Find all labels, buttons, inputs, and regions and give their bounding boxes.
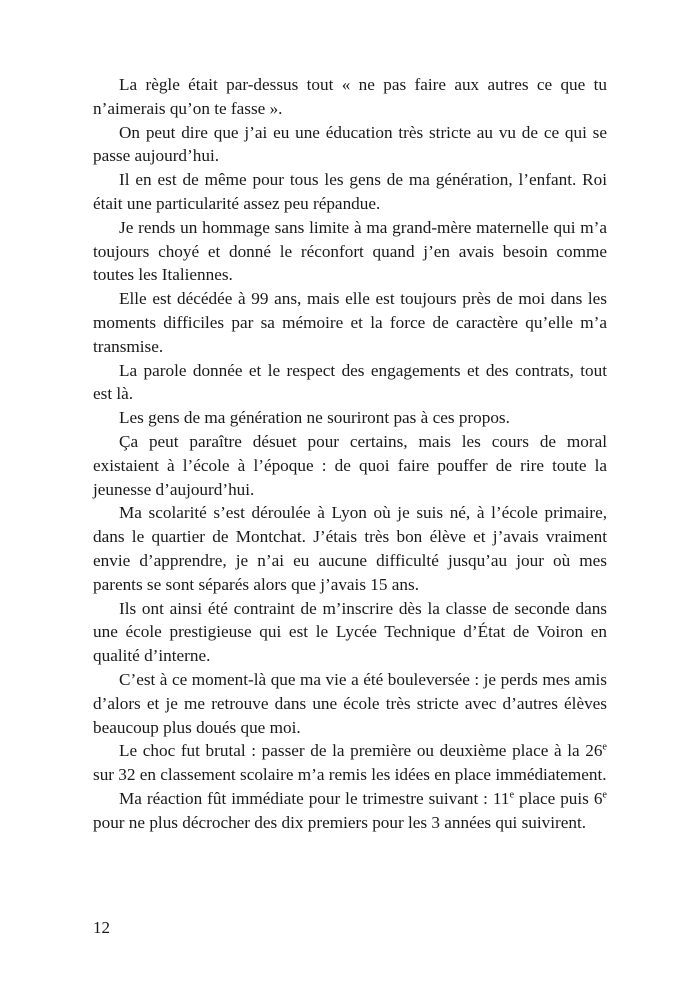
- body-text: [93, 73, 607, 835]
- paragraph: La règle était par-dessus tout « ne pas faire aux autres ce que tu n’aimerais qu’on te fasse ».: [93, 75, 607, 118]
- paragraph: Ils ont ainsi été contraint de m’inscrire dès la classe de seconde dans une école prestigieuse qui est le Lycée Technique d’État de Voiron en qualité d’interne.: [93, 598, 607, 666]
- superscript: e: [602, 741, 607, 753]
- page-number: 12: [93, 918, 110, 937]
- paragraph: C’est à ce moment-là que ma vie a été bouleversée : je perds mes amis d’alors et je me retrouve dans une école très stricte avec d’autres élèves beaucoup plus doués que moi.: [93, 669, 607, 737]
- paragraph: [93, 787, 607, 835]
- text-run: pour ne plus décrocher des dix premiers pour les 3 années qui suivirent.: [93, 812, 587, 832]
- paragraph: Je rends un hommage sans limite à ma grand-mère maternelle qui m’a toujours choyé et donné le réconfort quand j’en avais besoin comme toutes les Italiennes.: [93, 217, 607, 285]
- paragraph: Ça peut paraître désuet pour certains, mais les cours de moral existaient à l’école à l’époque : de quoi faire pouffer de rire toute la jeunesse d’aujourd’hui.: [93, 431, 607, 499]
- paragraph: Les gens de ma génération ne souriront pas à ces propos.: [119, 408, 510, 428]
- paragraph: Ma scolarité s’est déroulée à Lyon où je suis né, à l’école primaire, dans le quartier de Montchat. J’étais très bon élève et j’avais vraiment envie d’apprendre, je n’ai eu aucune difficulté jusqu’au jour où mes parents se sont séparés alors que j’avais 15 ans.: [93, 503, 607, 594]
- paragraph: Elle est décédée à 99 ans, mais elle est toujours près de moi dans les moments difficiles par sa mémoire et la force de caractère qu’elle m’a transmise.: [93, 289, 607, 356]
- superscript: e: [509, 789, 515, 801]
- text-run: Le choc fut brutal : passer de la première ou deuxième place à la 26: [119, 741, 603, 761]
- superscript: e: [602, 789, 607, 801]
- paragraph: [93, 739, 607, 787]
- paragraph: On peut dire que j’ai eu une éducation très stricte au vu de ce qui se passe aujourd’hui.: [93, 122, 607, 166]
- paragraph: La parole donnée et le respect des engagements et des contrats, tout est là.: [93, 360, 607, 404]
- text-run: Ma réaction fût immédiate pour le trimestre suivant : 11: [119, 788, 510, 808]
- text-run: place puis 6: [514, 788, 603, 808]
- paragraph: Il en est de même pour tous les gens de ma génération, l’enfant. Roi était une particularité assez peu répandue.: [93, 170, 607, 213]
- text-run: sur 32 en classement scolaire m’a remis les idées en place immédiatement.: [93, 765, 607, 785]
